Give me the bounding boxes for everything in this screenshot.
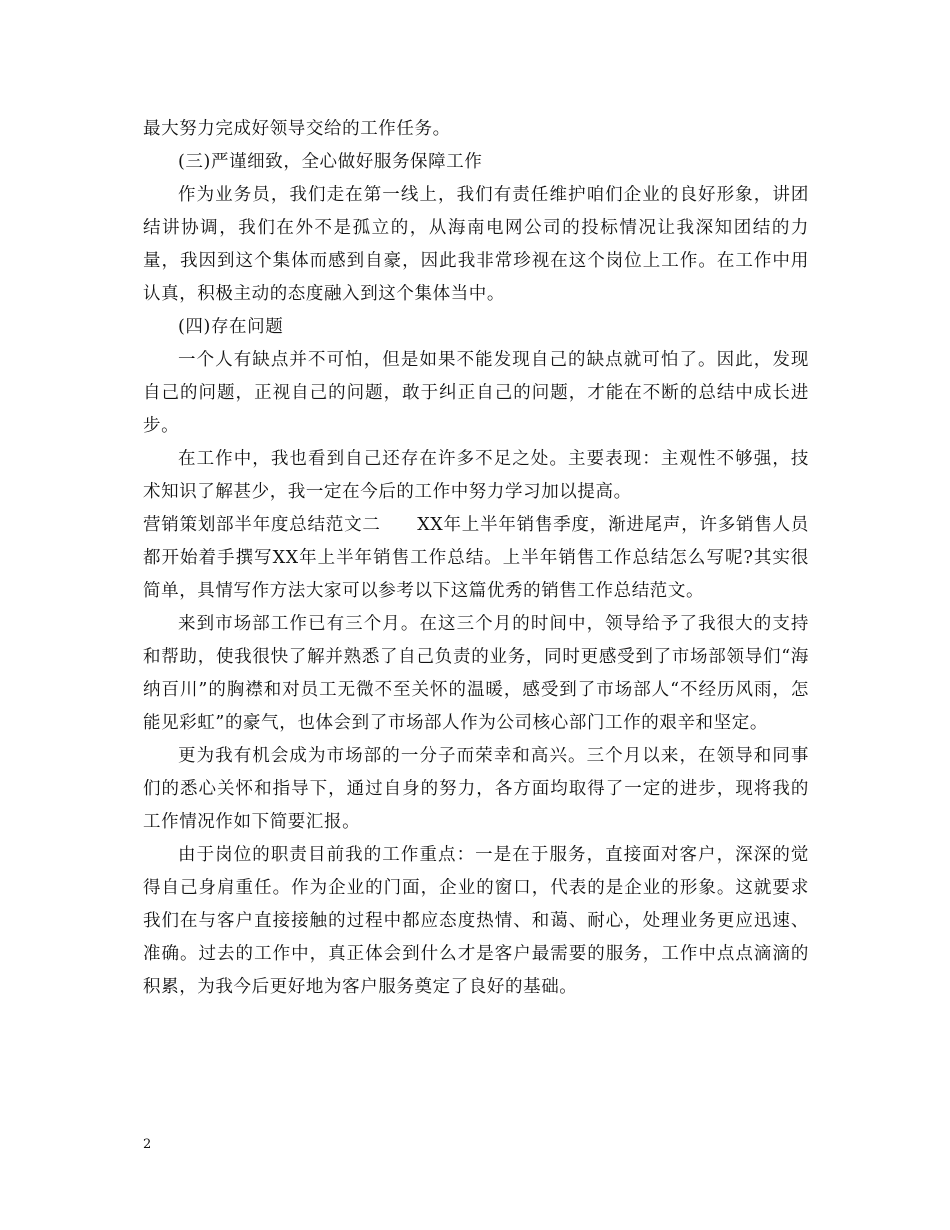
paragraph: 由于岗位的职责目前我的工作重点：一是在于服务，直接面对客户，深深的觉得自己身肩重任。作为企业的门面，企业的窗口，代表的是企业的形象。这就要求我们在与客户直接接触的过程中都应态度热情、和蔼、耐心，处理业务更应迅速、准确。过去的工作中，真正体会到什么才是客户最需要的服务，工作中点点滴滴的积累，为我今后更好地为客户服务奠定了良好的基础。 xyxy=(143,845,809,997)
paragraph: 作为业务员，我们走在第一线上，我们有责任维护咱们企业的良好形象，讲团结讲协调，我们在外不是孤立的，从海南电网公司的投标情况让我深知团结的力量，我因到这个集体而感到自豪，因此我非常珍视在这个岗位上工作。在工作中用认真，积极主动的态度融入到这个集体当中。 xyxy=(143,185,809,304)
document-body xyxy=(143,113,809,1004)
page-number: 2 xyxy=(143,1137,152,1152)
paragraph: 一个人有缺点并不可怕，但是如果不能发现自己的缺点就可怕了。因此，发现自己的问题，正视自己的问题，敢于纠正自己的问题，才能在不断的总结中成长进步。 xyxy=(143,350,809,436)
paragraph: 在工作中，我也看到自己还存在许多不足之处。主要表现：主观性不够强，技术知识了解甚少，我一定在今后的工作中努力学习加以提高。 xyxy=(143,449,809,502)
paragraph: 来到市场部工作已有三个月。在这三个月的时间中，领导给予了我很大的支持和帮助，使我很快了解并熟悉了自己负责的业务，同时更感受到了市场部领导们“海纳百川”的胸襟和对员工无微不至关怀的温暖，感受到了市场部人“不经历风雨，怎能见彩虹”的豪气，也体会到了市场部人作为公司核心部门工作的艰辛和坚定。 xyxy=(143,614,809,733)
paragraph: 更为我有机会成为市场部的一分子而荣幸和高兴。三个月以来，在领导和同事们的悉心关怀和指导下，通过自身的努力，各方面均取得了一定的进步，现将我的工作情况作如下简要汇报。 xyxy=(143,746,809,832)
section-heading: (三)严谨细致，全心做好服务保障工作 xyxy=(178,152,483,172)
paragraph: 最大努力完成好领导交给的工作任务。 xyxy=(143,119,451,139)
paragraph: 营销策划部半年度总结范文二 XX年上半年销售季度，渐进尾声，许多销售人员都开始着手撰写XX年上半年销售工作总结。上半年销售工作总结怎么写呢?其实很简单，具情写作方法大家可以参考以下这篇优秀的销售工作总结范文。 xyxy=(143,515,809,601)
section-heading: (四)存在问题 xyxy=(178,317,284,337)
